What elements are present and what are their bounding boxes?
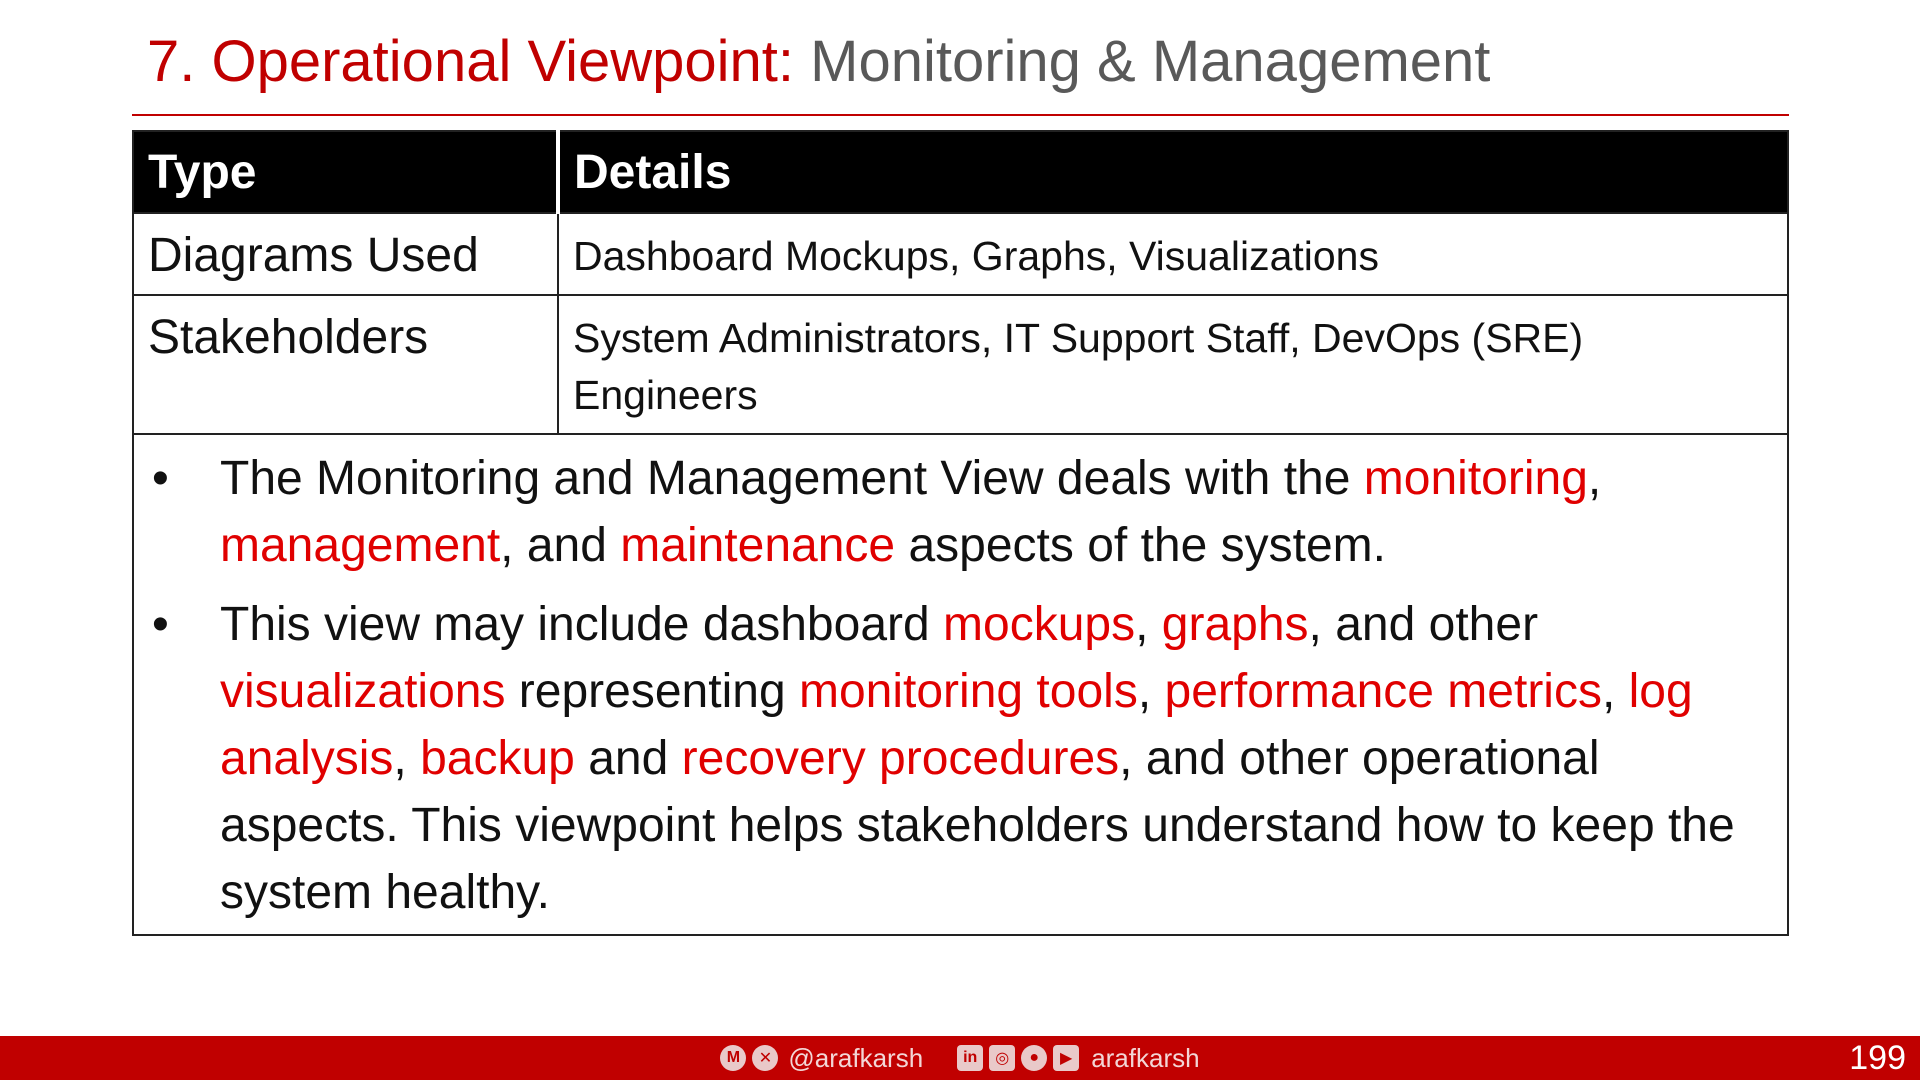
highlighted-term: log analysis [220, 664, 1693, 785]
instagram-icon[interactable]: ◎ [989, 1045, 1015, 1071]
footer-bar [0, 1036, 1920, 1080]
highlighted-term: recovery procedures [681, 731, 1120, 785]
footer-handle-left[interactable]: @arafkarsh [788, 1042, 924, 1073]
github-icon[interactable]: ● [1021, 1045, 1047, 1071]
table-row [133, 213, 1788, 295]
bullet-text: , and other [1308, 597, 1539, 651]
slide-title [147, 28, 1490, 95]
youtube-icon[interactable]: ▶ [1053, 1045, 1079, 1071]
page-number: 199 [1849, 1039, 1906, 1077]
highlighted-term: visualizations [220, 664, 506, 718]
bullet-text: , [393, 731, 421, 785]
title-prefix: 7. Operational Viewpoint: [147, 29, 795, 94]
bullet-text: and [574, 731, 682, 785]
description-bullets [148, 445, 1773, 926]
table-header-row [133, 131, 1788, 213]
bullet-text: This view may include dashboard [220, 597, 944, 651]
highlighted-term: graphs [1161, 597, 1309, 651]
highlighted-term: monitoring tools [798, 664, 1138, 718]
bullet-text: aspects of the system. [895, 518, 1386, 572]
highlighted-term: mockups [943, 597, 1136, 651]
medium-icon[interactable]: M [720, 1045, 746, 1071]
footer-handle-right[interactable]: arafkarsh [1091, 1042, 1200, 1073]
bullet-text: representing [505, 664, 799, 718]
viewpoint-table [132, 130, 1789, 936]
bullet-text: The Monitoring and Management View deals with the [220, 451, 1364, 505]
footer-social [0, 1036, 1920, 1080]
table-row [133, 295, 1788, 434]
bullet-item [148, 445, 1773, 579]
bullet-text: , [1135, 597, 1162, 651]
highlighted-term: management [220, 518, 501, 572]
title-underline [132, 114, 1789, 116]
row-value-diagrams-used: Dashboard Mockups, Graphs, Visualizations [558, 213, 1788, 295]
description-cell [133, 434, 1788, 935]
bullet-marker: • [152, 451, 169, 505]
row-label-stakeholders: Stakeholders [133, 295, 558, 434]
bullet-text: , [1587, 451, 1602, 505]
x-twitter-icon[interactable]: ✕ [752, 1045, 778, 1071]
bullet-text: , [1137, 664, 1165, 718]
row-value-stakeholders: System Administrators, IT Support Staff, DevOps (SRE) Engineers [558, 295, 1788, 434]
header-details: Details [558, 131, 1788, 213]
highlighted-term: maintenance [620, 518, 896, 572]
highlighted-term: backup [420, 731, 575, 785]
highlighted-term: monitoring [1363, 451, 1588, 505]
bullet-marker: • [152, 597, 169, 651]
linkedin-icon[interactable]: in [957, 1045, 983, 1071]
bullet-text: , and [500, 518, 621, 572]
title-suffix: Monitoring & Management [810, 29, 1491, 94]
description-row [133, 434, 1788, 935]
highlighted-term: performance metrics [1164, 664, 1602, 718]
bullet-text: , [1601, 664, 1629, 718]
row-label-diagrams-used: Diagrams Used [133, 213, 558, 295]
bullet-item [148, 591, 1773, 926]
header-type: Type [133, 131, 558, 213]
bullet-text: , and other operational aspects. This viewpoint helps stakeholders understand how to keep the system healthy. [220, 731, 1735, 919]
